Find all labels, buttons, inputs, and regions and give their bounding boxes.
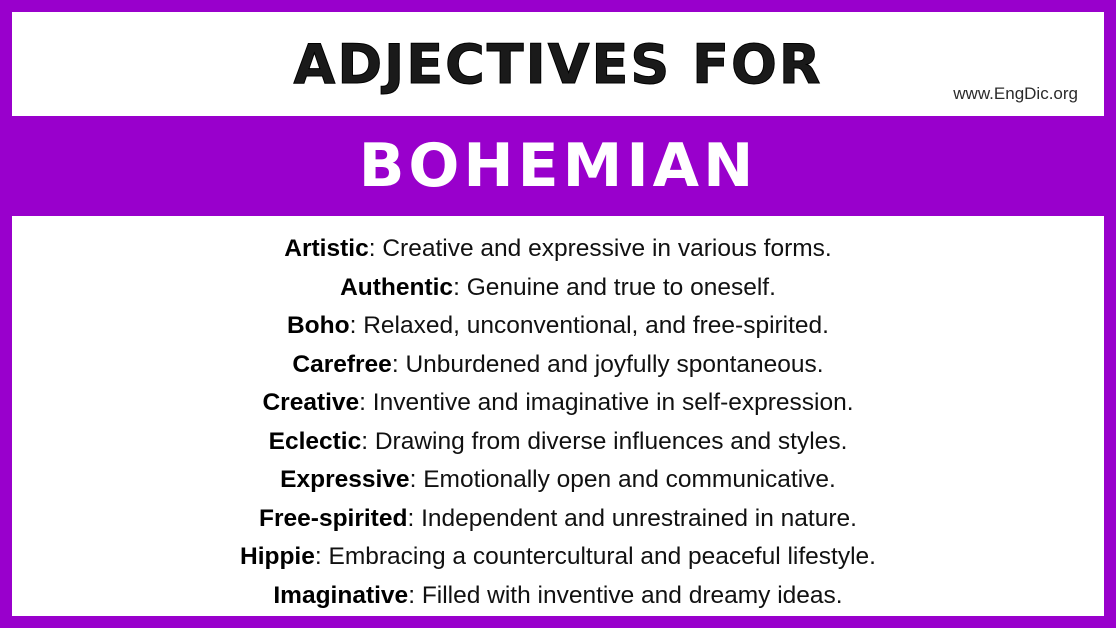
adjective-word: Hippie xyxy=(240,543,315,570)
adjective-separator: : xyxy=(368,235,376,262)
adjective-word: Authentic xyxy=(340,273,454,301)
topic-banner xyxy=(12,116,1104,216)
topic-banner-word: BOHEMIAN xyxy=(358,131,758,201)
adjective-definition: Filled with inventive and dreamy ideas. xyxy=(421,581,843,609)
website-credit: www.EngDic.org xyxy=(953,84,1078,103)
poster-inner xyxy=(12,12,1104,616)
adjective-word: Free-spirited xyxy=(259,504,408,532)
adjective-separator: : xyxy=(391,350,399,378)
page-title: ADJECTIVES FOR xyxy=(293,33,823,96)
adjective-definition: Independent and unrestrained in nature. xyxy=(421,504,857,532)
adjective-separator: : xyxy=(407,504,415,532)
adjective-separator: : xyxy=(361,427,369,455)
list-item xyxy=(240,538,876,577)
adjective-definition: Unburdened and joyfully spontaneous. xyxy=(405,350,824,378)
list-item xyxy=(292,346,823,385)
adjective-separator: : xyxy=(314,543,322,570)
adjective-definition: Genuine and true to oneself. xyxy=(466,273,776,301)
poster-header xyxy=(12,12,1104,116)
adjective-word: Carefree xyxy=(292,350,392,378)
adjective-definition: Drawing from diverse influences and styles. xyxy=(374,427,848,455)
adjective-separator: : xyxy=(409,466,417,493)
adjective-definition: Inventive and imaginative in self-expression. xyxy=(372,389,854,416)
adjective-list xyxy=(12,216,1104,623)
list-item xyxy=(284,230,831,269)
adjective-word: Eclectic xyxy=(268,427,362,455)
list-item xyxy=(262,384,853,423)
list-item xyxy=(259,500,857,539)
adjective-word: Boho xyxy=(286,312,350,339)
adjective-separator: : xyxy=(359,389,366,416)
adjective-definition: Creative and expressive in various forms. xyxy=(382,235,832,262)
list-item xyxy=(340,269,776,308)
adjective-word: Imaginative xyxy=(273,581,409,609)
adjective-separator: : xyxy=(408,581,415,609)
list-item xyxy=(269,423,848,462)
adjective-separator: : xyxy=(453,273,460,301)
list-item xyxy=(287,307,829,346)
list-item xyxy=(273,577,842,616)
adjective-word: Artistic xyxy=(284,235,369,262)
adjective-word: Creative xyxy=(262,389,360,416)
adjective-definition: Embracing a countercultural and peaceful lifestyle. xyxy=(328,543,876,570)
adjective-separator: : xyxy=(349,312,357,339)
adjective-definition: Relaxed, unconventional, and free-spirited. xyxy=(363,312,829,339)
list-item xyxy=(280,461,836,500)
adjective-word: Expressive xyxy=(280,466,410,493)
adjective-definition: Emotionally open and communicative. xyxy=(423,466,836,493)
